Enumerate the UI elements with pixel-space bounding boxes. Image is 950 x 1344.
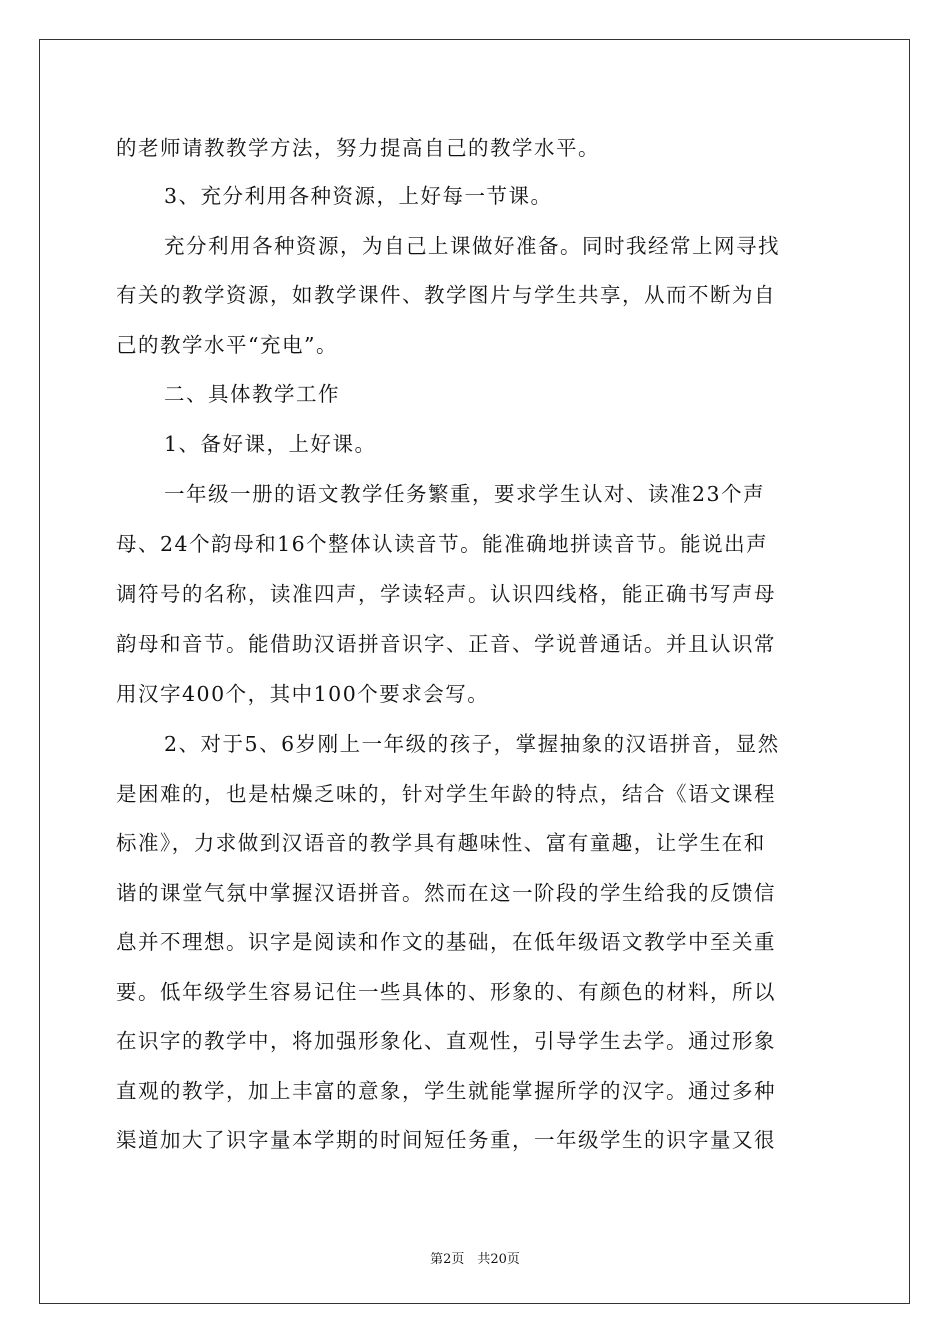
text-line: 用汉字400个，其中100个要求会写。 [116, 682, 490, 706]
text-line: 直观的教学，加上丰富的意象，学生就能掌握所学的汉字。通过多种 [116, 1079, 776, 1103]
text-line: 调符号的名称，读准四声，学读轻声。认识四线格，能正确书写声母 [116, 582, 776, 606]
text-line: 谐的课堂气氛中掌握汉语拼音。然而在这一阶段的学生给我的反馈信 [116, 881, 776, 905]
text-line: 母、24个韵母和16个整体认读音节。能准确地拼读音节。能说出声 [116, 532, 769, 556]
text-line: 是困难的，也是枯燥乏味的，针对学生年龄的特点，结合《语文课程 [116, 782, 776, 806]
text-line: 有关的教学资源，如教学课件、教学图片与学生共享，从而不断为自 [116, 283, 776, 307]
text-line: 一年级一册的语文教学任务繁重，要求学生认对、读准23个声 [164, 482, 766, 506]
section-heading: 二、具体教学工作 [164, 382, 340, 406]
text-line: 1、备好课，上好课。 [164, 432, 377, 456]
text-line: 2、对于5、6岁刚上一年级的孩子，掌握抽象的汉语拼音，显然 [164, 732, 780, 756]
text-line: 渠道加大了识字量本学期的时间短任务重，一年级学生的识字量又很 [116, 1128, 776, 1152]
text-line: 3、充分利用各种资源，上好每一节课。 [164, 184, 553, 208]
text-line: 标准》，力求做到汉语音的教学具有趣味性、富有童趣，让学生在和 [116, 831, 766, 855]
text-line: 充分利用各种资源，为自己上课做好准备。同时我经常上网寻找 [164, 234, 780, 258]
page-number-footer: 第2页 共20页 [430, 1252, 520, 1267]
text-line: 要。低年级学生容易记住一些具体的、形象的、有颜色的材料，所以 [116, 980, 776, 1004]
text-line: 韵母和音节。能借助汉语拼音识字、正音、学说普通话。并且认识常 [116, 632, 776, 656]
text-line: 在识字的教学中，将加强形象化、直观性，引导学生去学。通过形象 [116, 1029, 776, 1053]
text-line: 的老师请教教学方法，努力提高自己的教学水平。 [116, 136, 600, 160]
text-line: 息并不理想。识字是阅读和作文的基础，在低年级语文教学中至关重 [116, 930, 776, 954]
text-line: 己的教学水平“充电”。 [116, 333, 338, 357]
